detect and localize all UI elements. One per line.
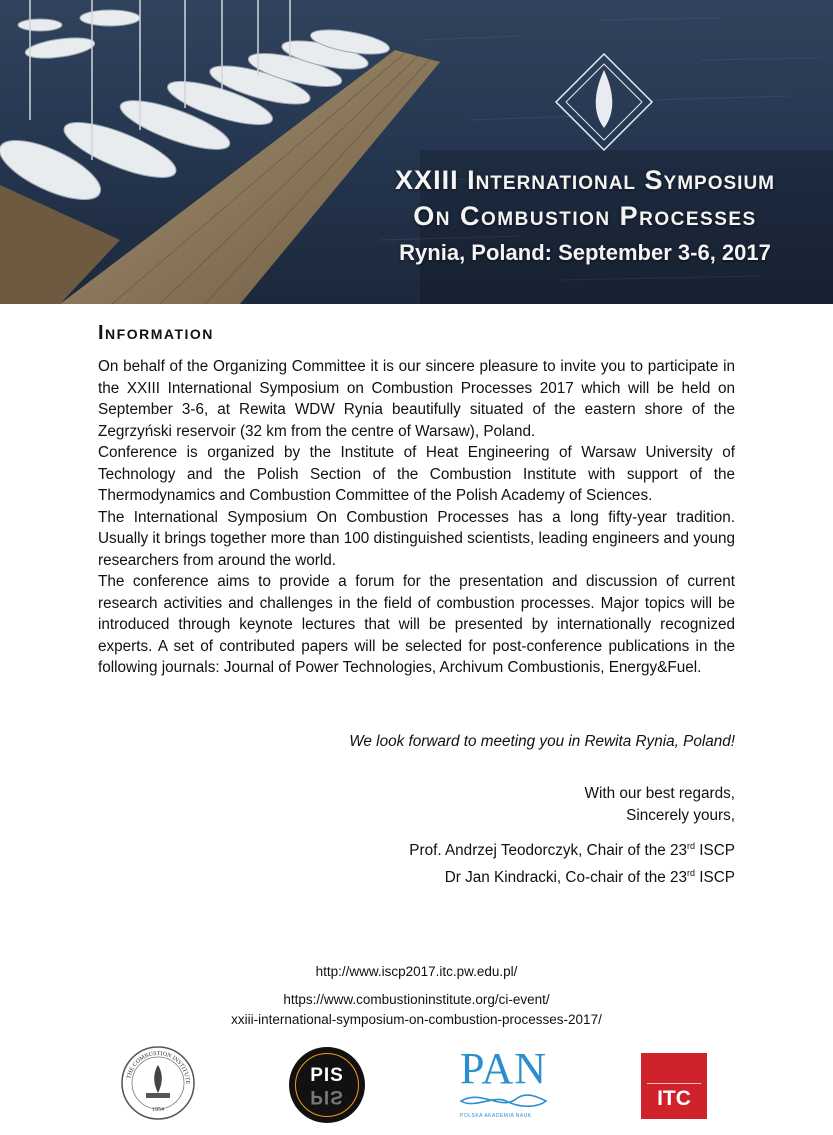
- closing-line: We look forward to meeting you in Rewita Rynia, Poland!: [349, 732, 735, 750]
- conference-website-link[interactable]: http://www.iscp2017.itc.pw.edu.pl/: [315, 964, 518, 979]
- header-banner: [0, 0, 833, 304]
- svg-text:THE COMBUSTION INSTITUTE: THE COMBUSTION INSTITUTE: [126, 1050, 191, 1085]
- section-heading: Information: [98, 322, 214, 344]
- information-section: [98, 320, 735, 889]
- regards: [98, 783, 735, 827]
- cochair-name: Dr Jan Kindracki, Co-chair of the 23: [444, 868, 688, 886]
- combustion-institute-logo: [120, 1045, 196, 1121]
- pan-swirl-icon: [456, 1087, 556, 1113]
- chair-signature: [98, 835, 735, 862]
- paragraph-organizers: Conference is organized by the Institute of Heat Engineering of Warsaw University of Technology and the Polish Section of the Combustion Institute with support of the Thermodynamics and Combustion Committee of the Polish Academy of Sciences.: [98, 444, 735, 504]
- signers: [98, 835, 735, 889]
- pan-text: PAN: [460, 1044, 547, 1093]
- regards-line-1: With our best regards,: [584, 784, 735, 802]
- chair-suffix: ISCP: [695, 841, 735, 859]
- itc-text: ITC: [657, 1087, 691, 1110]
- ci-year: 1954: [152, 1107, 164, 1113]
- title-line-2: On Combustion Processes: [413, 201, 757, 231]
- ci-link-line-2: xxiii-international-symposium-on-combustion-processes-2017/: [231, 1012, 602, 1027]
- combustion-institute-link[interactable]: [0, 990, 833, 1030]
- links-block: [0, 962, 833, 1030]
- cochair-sup: rd: [687, 867, 696, 878]
- regards-line-2: Sincerely yours,: [626, 806, 735, 824]
- ci-link-line-1: https://www.combustioninstitute.org/ci-event/: [283, 992, 550, 1007]
- itc-logo: [641, 1053, 707, 1119]
- pan-subtitle: POLSKA AKADEMIA NAUK: [460, 1113, 532, 1119]
- chair-name: Prof. Andrzej Teodorczyk, Chair of the 23: [409, 841, 688, 859]
- paragraph-tradition: The International Symposium On Combustion Processes has a long fifty-year tradition. Usually it brings together more than 100 distinguished scientists, leading engineers and young researchers from around the world.: [98, 508, 735, 569]
- title-line-1: XXIII International Symposium: [395, 165, 775, 195]
- paragraph-invitation: On behalf of the Organizing Committee it is our sincere pleasure to invite you to participate in the XXIII International Symposium on Combustion Processes 2017 which will be held on September 3-6, at Rewita WDW Rynia beautifully situated of the eastern shore of the Zegrzyński reservoir (32 km from the centre of Warsaw), Poland.: [98, 358, 735, 440]
- cochair-suffix: ISCP: [695, 868, 735, 886]
- title-line-3: Rynia, Poland: September 3-6, 2017: [399, 240, 771, 265]
- sponsor-logos: [0, 1045, 833, 1125]
- chair-sup: rd: [687, 840, 696, 851]
- pis-logo: [289, 1047, 365, 1123]
- symposium-title: [395, 162, 775, 270]
- pis-text: PIS: [310, 1065, 344, 1086]
- flame-emblem-icon: [554, 52, 654, 152]
- paragraph-aims: The conference aims to provide a forum for the presentation and discussion of current research activities and challenges in the field of combustion processes. Major topics will be introduced through keynote lectures that will be presented by internationally recognized experts. A set of contributed papers will be selected for post-conference publications in the following journals: Journal of Power Technologies, Archivum Combustionis, Energy&Fuel.: [98, 573, 735, 676]
- pis-reflection: PIS: [310, 1086, 344, 1107]
- pan-logo: [456, 1043, 556, 1123]
- cochair-signature: [98, 862, 735, 889]
